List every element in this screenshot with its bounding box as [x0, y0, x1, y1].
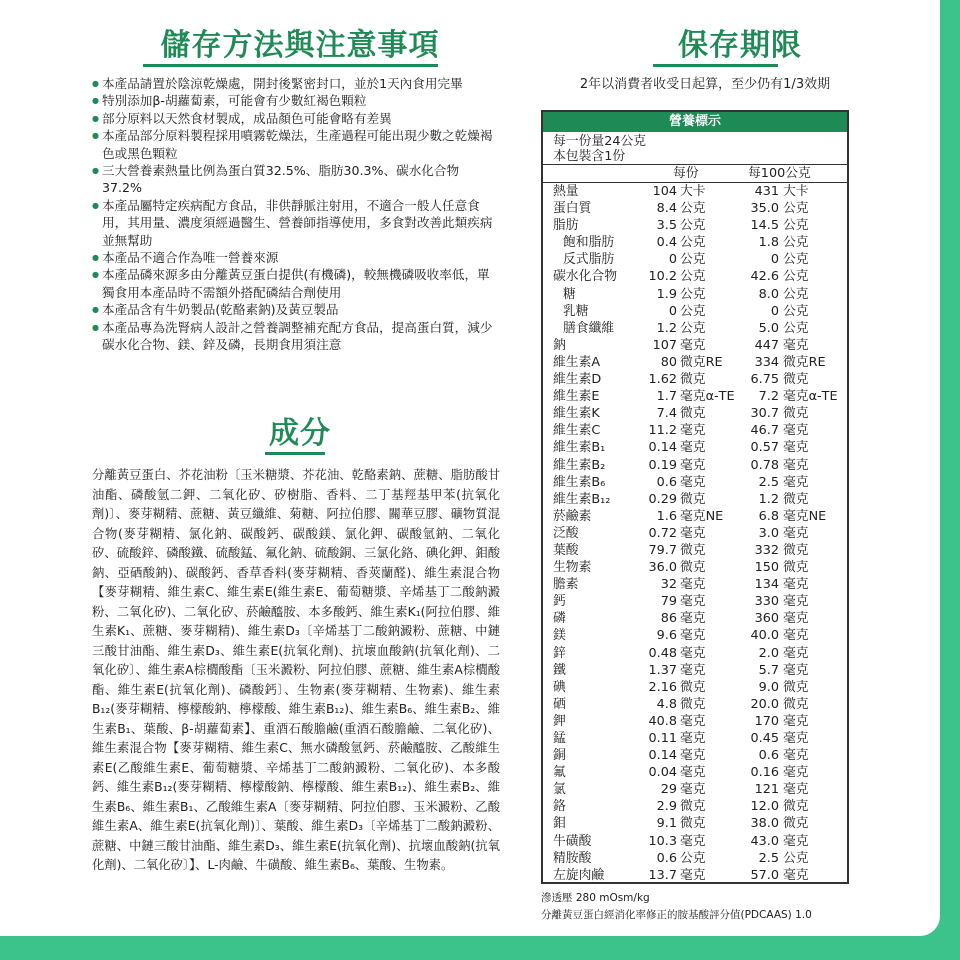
nutrient-name: 蛋白質: [553, 201, 592, 217]
unit-per-serving: 微克: [680, 816, 706, 832]
shelf-life-text: 2年以消費者收受日起算，至少仍有1/3效期: [579, 77, 831, 92]
nutrient-name: 維生素B₆: [553, 474, 606, 490]
nutrition-row: [543, 268, 847, 285]
value-per-100g: 38.0: [750, 816, 779, 832]
value-per-serving: 0: [668, 303, 677, 319]
unit-per-serving: 毫克: [680, 867, 706, 883]
value-per-serving: 0.72: [648, 525, 677, 541]
unit-per-100g: 毫克: [783, 628, 809, 644]
nutrient-name: 碳水化合物: [553, 269, 617, 285]
value-per-100g: 14.5: [750, 218, 779, 234]
nutrition-row: [543, 833, 847, 850]
value-per-100g: 0.45: [750, 731, 779, 746]
nutrient-name: 泛酸: [553, 525, 579, 541]
value-per-serving: 29: [660, 782, 677, 798]
storage-note-item: ● 本產品磷來源多由分離黃豆蛋白提供(有機磷)，較無機磷吸收率低，單獨食用本產品時不需額外搭配磷結合劑使用: [92, 266, 497, 301]
value-per-serving: 4.8: [656, 696, 677, 712]
value-per-serving: 9.6: [656, 628, 677, 644]
unit-per-100g: 公克: [783, 201, 809, 217]
value-per-100g: 43.0: [750, 833, 779, 849]
value-per-100g: 57.0: [750, 867, 779, 883]
value-per-100g: 46.7: [750, 423, 779, 439]
value-per-serving: 80: [660, 354, 677, 370]
unit-per-serving: 微克: [680, 406, 706, 422]
unit-per-100g: 毫克: [783, 662, 809, 678]
nutrition-row: [543, 593, 847, 610]
unit-per-serving: 毫克: [680, 423, 706, 439]
unit-per-serving: 公克: [680, 320, 706, 336]
value-per-100g: 332: [754, 542, 779, 558]
value-per-100g: 0.6: [758, 748, 779, 764]
storage-note-item: ● 部分原料以天然食材製成，成品顏色可能會略有差異: [92, 110, 497, 127]
nutrient-name: 鉻: [553, 799, 566, 815]
value-per-serving: 0.14: [648, 748, 677, 764]
osmolality-note: 滲透壓 280 mOsm/kg: [541, 892, 650, 904]
nutrition-row: [543, 217, 847, 234]
nutrient-name: 飽和脂肪: [563, 235, 615, 251]
unit-per-serving: 公克: [680, 235, 706, 251]
nutrient-name: 膳食纖維: [563, 320, 615, 336]
nutrient-name: 鈉: [553, 337, 566, 353]
nutrition-row: [543, 303, 847, 320]
unit-per-serving: 毫克: [680, 782, 706, 798]
nutrient-name: 氯: [553, 782, 566, 798]
value-per-100g: 6.75: [750, 372, 779, 388]
nutrition-row: [543, 251, 847, 268]
value-per-serving: 13.7: [648, 867, 677, 883]
unit-per-100g: 毫克: [783, 457, 809, 473]
nutrition-row: [543, 713, 847, 730]
value-per-100g: 5.7: [758, 662, 779, 678]
value-per-100g: 30.7: [750, 406, 779, 422]
value-per-serving: 107: [652, 337, 677, 353]
unit-per-serving: 公克: [680, 252, 706, 268]
shelf-life-title: 保存期限: [678, 28, 802, 63]
unit-per-100g: 毫克: [783, 611, 809, 627]
nutrition-row: [543, 388, 847, 405]
value-per-serving: 1.6: [656, 508, 677, 524]
nutrition-row: [543, 679, 847, 696]
unit-per-100g: 毫克: [783, 713, 809, 729]
unit-per-100g: 公克: [783, 286, 809, 302]
nutrition-row: [543, 286, 847, 303]
ingredients-text: 分離黃豆蛋白、芥花油粉〔玉米糖漿、芥花油、乾酪素鈉、蔗糖、脂肪酸甘油酯、磷酸氫二鉀、二氧化矽、矽樹脂、香料、二丁基羥基甲苯(抗氧化劑)〕、麥芽糊精、蔗糖、黃豆纖維、菊糖、阿拉伯膠、關華豆膠、礦物質混合物(麥芽糊精、氯化鈉、碳酸鈣、碳酸鎂、氯化鉀、碳酸氫鈉、二氧化矽、硫酸鋅、磷酸鐵、硫酸錳、氟化鈉、硫酸銅、三氯化鉻、碘化鉀、鉬酸鈉、亞硒酸鈉)、碳酸鈣、香草香料(麥芽糊精、香莢蘭醛)、維生素混合物【麥芽糊精、維生素C、維生素E(維生素E、葡萄糖漿、辛烯基丁二酸鈉澱粉、二氧化矽)、二氧化矽、菸鹼醯胺、本多酸鈣、維生素K₁(阿拉伯膠、維生素K₁、蔗糖、麥芽糊精)、維生素D₃〔辛烯基丁二酸鈉澱粉、蔗糖、中鏈三酸甘油酯、維生素D₃、維生素E(抗氧化劑)、抗壞血酸鈉(抗氧化劑)、二氧化矽〕、維生素A棕櫚酸酯〔玉米澱粉、阿拉伯膠、蔗糖、維生素A棕櫚酸酯、維生素E(抗氧化劑)、磷酸鈣〕、生物素(麥芽糊精、生物素)、維生素B₁₂(麥芽糊精、檸檬酸鈉、檸檬酸、維生素B₁₂)、維生素B₆、維生素B₂、維生素B₁、葉酸、β-胡蘿蔔素】、重酒石酸膽鹼(重酒石酸膽鹼、二氧化矽)、維生素混合物【麥芽糊精、維生素C、無水磷酸氫鈣、菸鹼醯胺、乙酸維生素E(乙酸維生素E、葡萄糖漿、辛烯基丁二酸鈉澱粉、二氧化矽)、本多酸鈣、維生素B₁₂(麥芽糊精、檸檬酸鈉、檸檬酸、維生素B₁₂)、維生素B₂、維生素B₆、維生素B₁、乙酸維生素A〔麥芽糊精、阿拉伯膠、玉米澱粉、乙酸維生素A、維生素E(抗氧化劑)〕、葉酸、維生素D₃〔辛烯基丁二酸鈉澱粉、蔗糖、中鏈三酸甘油酯、維生素D₃、維生素E(抗氧化劑)、抗壞血酸鈉(抗氧化劑)、二氧化矽〕】、L-肉鹼、牛磺酸、維生素B₆、葉酸、生物素。: [92, 468, 500, 872]
serving-size: 每一份量24公克: [553, 134, 647, 149]
value-per-100g: 431: [754, 184, 779, 199]
value-per-100g: 8.0: [758, 286, 779, 302]
nutrient-name: 維生素B₂: [553, 457, 606, 473]
col-per-100g: 每100公克: [748, 166, 811, 181]
nutrient-name: 維生素B₁: [553, 440, 606, 456]
nutrient-name: 銅: [553, 748, 566, 764]
col-per-serving: 每份: [673, 166, 699, 181]
nutrition-row: [543, 371, 847, 388]
nutrient-name: 維生素K: [553, 406, 600, 422]
unit-per-100g: 微克: [783, 491, 809, 507]
value-per-100g: 0.16: [750, 765, 779, 781]
nutrition-row: [543, 439, 847, 456]
unit-per-serving: 公克: [680, 201, 706, 217]
nutrition-row: [543, 354, 847, 371]
nutrition-header: 營養標示: [543, 112, 847, 132]
nutrient-name: 鈣: [553, 594, 566, 610]
nutrient-name: 維生素A: [553, 354, 601, 370]
nutrient-name: 鎂: [553, 628, 566, 644]
unit-per-100g: 毫克: [783, 423, 809, 439]
value-per-100g: 360: [754, 611, 779, 627]
value-per-100g: 0: [770, 252, 779, 268]
storage-note-item: ● 本產品請置於陰涼乾燥處，開封後緊密封口，並於1天內食用完畢: [92, 75, 497, 92]
value-per-serving: 2.16: [648, 679, 677, 695]
unit-per-100g: 微克: [783, 799, 809, 815]
nutrition-row: [543, 320, 847, 337]
unit-per-100g: 微克: [783, 679, 809, 695]
nutrient-name: 牛磺酸: [553, 833, 592, 849]
nutrition-row: [543, 662, 847, 679]
value-per-serving: 0: [668, 252, 677, 268]
nutrition-row: [543, 183, 847, 200]
unit-per-serving: 微克RE: [680, 354, 723, 370]
value-per-100g: 447: [754, 337, 779, 353]
value-per-serving: 40.8: [648, 713, 677, 729]
unit-per-100g: 毫克: [783, 782, 809, 798]
unit-per-serving: 毫克: [680, 337, 706, 353]
value-per-100g: 1.2: [758, 491, 779, 507]
value-per-serving: 7.4: [656, 406, 677, 422]
value-per-100g: 12.0: [750, 799, 779, 815]
unit-per-100g: 毫克: [783, 474, 809, 490]
nutrient-name: 糖: [563, 286, 576, 302]
nutrient-name: 硒: [553, 696, 566, 712]
unit-per-100g: 微克RE: [783, 354, 826, 370]
value-per-serving: 0.11: [648, 731, 677, 746]
nutrient-name: 維生素D: [553, 372, 602, 388]
storage-note-item: ● 三大營養素熱量比例為蛋白質32.5%、脂肪30.3%、碳水化合物37.2%: [92, 162, 497, 197]
value-per-serving: 1.37: [648, 662, 677, 678]
value-per-100g: 150: [754, 560, 779, 576]
value-per-100g: 5.0: [758, 320, 779, 336]
storage-note-item: ● 本產品專為洗腎病人設計之營養調整補充配方食品，提高蛋白質，減少碳水化合物、鎂、鋅及磷，長期食用須注意: [92, 319, 497, 354]
nutrient-name: 乳糖: [563, 303, 589, 319]
unit-per-serving: 毫克: [680, 731, 706, 746]
nutrition-row: [543, 781, 847, 798]
nutrient-name: 葉酸: [553, 542, 579, 558]
value-per-100g: 0: [770, 303, 779, 319]
storage-note-item: ● 本產品屬特定疾病配方食品，非供靜脈注射用，不適合一般人任意食用，其用量、濃度須經過醫生、營養師指導使用，多食對改善此類疾病並無幫助: [92, 197, 497, 249]
unit-per-100g: 毫克: [783, 440, 809, 456]
value-per-100g: 40.0: [750, 628, 779, 644]
nutrient-name: 錳: [553, 731, 566, 746]
unit-per-serving: 毫克α-TE: [680, 389, 735, 405]
nutrition-row: [543, 422, 847, 439]
value-per-serving: 32: [660, 577, 677, 593]
unit-per-serving: 毫克: [680, 628, 706, 644]
value-per-100g: 20.0: [750, 696, 779, 712]
unit-per-100g: 毫克: [783, 731, 809, 746]
unit-per-100g: 微克: [783, 372, 809, 388]
nutrition-row: [543, 576, 847, 593]
nutrient-name: 膽素: [553, 577, 579, 593]
unit-per-100g: 毫克NE: [783, 508, 827, 524]
nutrition-row: [543, 525, 847, 542]
value-per-serving: 0.04: [648, 765, 677, 781]
unit-per-serving: 微克: [680, 679, 706, 695]
storage-note-item: ● 本產品含有牛奶製品(乾酪素鈉)及黃豆製品: [92, 301, 497, 318]
nutrition-row: [543, 234, 847, 251]
unit-per-100g: 毫克: [783, 577, 809, 593]
nutrition-row: [543, 610, 847, 627]
unit-per-serving: 公克: [680, 303, 706, 319]
value-per-serving: 1.62: [648, 372, 677, 388]
value-per-100g: 170: [754, 713, 779, 729]
servings-per-pack: 本包裝含1份: [553, 149, 626, 164]
unit-per-100g: 微克: [783, 560, 809, 576]
nutrition-column-headers: [543, 165, 847, 183]
unit-per-100g: 公克: [783, 850, 809, 866]
unit-per-serving: 毫克: [680, 611, 706, 627]
value-per-100g: 9.0: [758, 679, 779, 695]
unit-per-100g: 微克: [783, 696, 809, 712]
nutrition-serving-info: [543, 132, 847, 165]
value-per-100g: 0.57: [750, 440, 779, 456]
unit-per-serving: 毫克: [680, 474, 706, 490]
ingredients-title-underline: [265, 452, 325, 455]
value-per-serving: 3.5: [656, 218, 677, 234]
value-per-100g: 121: [754, 782, 779, 798]
storage-title-underline: [143, 64, 438, 67]
nutrient-name: 磷: [553, 611, 566, 627]
storage-title: 儲存方法與注意事項: [160, 28, 440, 63]
nutrient-name: 熱量: [553, 184, 579, 199]
unit-per-100g: 公克: [783, 235, 809, 251]
unit-per-100g: 微克: [783, 406, 809, 422]
value-per-serving: 86: [660, 611, 677, 627]
unit-per-serving: 毫克: [680, 833, 706, 849]
unit-per-serving: 微克: [680, 799, 706, 815]
nutrition-row: [543, 559, 847, 576]
value-per-100g: 2.0: [758, 645, 779, 661]
value-per-serving: 0.6: [656, 850, 677, 866]
storage-note-item: ● 本產品不適合作為唯一營養來源: [92, 249, 497, 266]
value-per-serving: 0.14: [648, 440, 677, 456]
unit-per-serving: 毫克: [680, 645, 706, 661]
nutrition-row: [543, 850, 847, 867]
unit-per-100g: 公克: [783, 269, 809, 285]
nutrient-name: 鋅: [553, 645, 566, 661]
nutrient-name: 生物素: [553, 560, 592, 576]
unit-per-100g: 毫克: [783, 645, 809, 661]
nutrient-name: 左旋肉鹼: [553, 867, 605, 883]
storage-note-item: ● 本產品部分原料製程採用噴霧乾燥法，生產過程可能出現少數之乾燥褐色或黑色顆粒: [92, 127, 497, 162]
unit-per-serving: 大卡: [680, 184, 706, 199]
unit-per-serving: 公克: [680, 218, 706, 234]
nutrient-name: 菸鹼素: [553, 508, 592, 524]
value-per-serving: 2.9: [656, 799, 677, 815]
value-per-serving: 10.2: [648, 269, 677, 285]
value-per-serving: 36.0: [648, 560, 677, 576]
nutrient-name: 反式脂肪: [563, 252, 615, 268]
value-per-100g: 6.8: [758, 508, 779, 524]
unit-per-serving: 毫克NE: [680, 508, 724, 524]
value-per-serving: 11.2: [648, 423, 677, 439]
nutrition-row: [543, 645, 847, 662]
nutrition-row: [543, 337, 847, 354]
nutrition-row: [543, 405, 847, 422]
nutrition-row: [543, 457, 847, 474]
nutrition-row: [543, 730, 847, 747]
value-per-100g: 42.6: [750, 269, 779, 285]
unit-per-serving: 毫克: [680, 713, 706, 729]
nutrient-name: 鉀: [553, 713, 566, 729]
nutrition-row: [543, 696, 847, 713]
unit-per-100g: 公克: [783, 320, 809, 336]
nutrition-row: [543, 815, 847, 832]
unit-per-serving: 公克: [680, 850, 706, 866]
value-per-100g: 1.8: [758, 235, 779, 251]
nutrition-table: [541, 110, 849, 884]
value-per-serving: 1.7: [656, 389, 677, 405]
pdcaas-note: 分離黃豆蛋白經消化率修正的胺基酸評分值(PDCAAS) 1.0: [541, 909, 812, 921]
value-per-serving: 104: [652, 184, 677, 199]
value-per-serving: 0.4: [656, 235, 677, 251]
nutrient-name: 碘: [553, 679, 566, 695]
unit-per-serving: 毫克: [680, 662, 706, 678]
value-per-100g: 0.78: [750, 457, 779, 473]
nutrition-row: [543, 747, 847, 764]
nutrition-row: [543, 491, 847, 508]
unit-per-100g: 毫克α-TE: [783, 389, 838, 405]
unit-per-serving: 毫克: [680, 457, 706, 473]
ingredients-title: 成分: [269, 416, 331, 451]
unit-per-serving: 公克: [680, 286, 706, 302]
unit-per-serving: 微克: [680, 491, 706, 507]
unit-per-100g: 毫克: [783, 833, 809, 849]
value-per-serving: 0.29: [648, 491, 677, 507]
storage-notes-list: [92, 75, 497, 354]
nutrition-row: [543, 867, 847, 884]
unit-per-100g: 微克: [783, 816, 809, 832]
unit-per-100g: 微克: [783, 542, 809, 558]
value-per-100g: 2.5: [758, 850, 779, 866]
nutrient-name: 維生素B₁₂: [553, 491, 611, 507]
unit-per-100g: 公克: [783, 218, 809, 234]
unit-per-serving: 毫克: [680, 748, 706, 764]
nutrition-row: [543, 798, 847, 815]
unit-per-serving: 毫克: [680, 765, 706, 781]
nutrient-name: 維生素C: [553, 423, 601, 439]
value-per-serving: 10.3: [648, 833, 677, 849]
unit-per-serving: 毫克: [680, 577, 706, 593]
nutrient-name: 脂肪: [553, 218, 579, 234]
value-per-serving: 9.1: [656, 816, 677, 832]
unit-per-100g: 毫克: [783, 867, 809, 883]
unit-per-serving: 毫克: [680, 440, 706, 456]
value-per-100g: 7.2: [758, 389, 779, 405]
unit-per-serving: 微克: [680, 560, 706, 576]
value-per-serving: 0.19: [648, 457, 677, 473]
unit-per-100g: 公克: [783, 303, 809, 319]
value-per-serving: 1.2: [656, 320, 677, 336]
value-per-100g: 3.0: [758, 525, 779, 541]
unit-per-100g: 大卡: [783, 184, 809, 199]
value-per-serving: 0.6: [656, 474, 677, 490]
value-per-100g: 134: [754, 577, 779, 593]
nutrition-row: [543, 200, 847, 217]
value-per-serving: 1.9: [656, 286, 677, 302]
value-per-100g: 35.0: [750, 201, 779, 217]
nutrition-row: [543, 764, 847, 781]
nutrition-row: [543, 627, 847, 644]
unit-per-serving: 微克: [680, 696, 706, 712]
value-per-serving: 0.48: [648, 645, 677, 661]
value-per-100g: 2.5: [758, 474, 779, 490]
nutrient-name: 維生素E: [553, 389, 600, 405]
unit-per-100g: 毫克: [783, 594, 809, 610]
nutrition-rows: [543, 183, 847, 884]
value-per-serving: 79.7: [648, 542, 677, 558]
unit-per-serving: 微克: [680, 542, 706, 558]
nutrition-row: [543, 542, 847, 559]
storage-note-item: ● 特別添加β-胡蘿蔔素，可能會有少數紅褐色顆粒: [92, 92, 497, 109]
unit-per-serving: 毫克: [680, 525, 706, 541]
nutrient-name: 鐵: [553, 662, 566, 678]
unit-per-100g: 毫克: [783, 765, 809, 781]
unit-per-100g: 公克: [783, 252, 809, 268]
nutrient-name: 鉬: [553, 816, 566, 832]
nutrition-row: [543, 508, 847, 525]
shelf-life-title-underline: [653, 64, 778, 67]
nutrient-name: 精胺酸: [553, 850, 592, 866]
nutrition-row: [543, 474, 847, 491]
nutrition-footnotes: [541, 890, 812, 924]
unit-per-100g: 毫克: [783, 525, 809, 541]
nutrient-name: 氟: [553, 765, 566, 781]
value-per-serving: 8.4: [656, 201, 677, 217]
value-per-serving: 79: [660, 594, 677, 610]
value-per-100g: 330: [754, 594, 779, 610]
unit-per-serving: 毫克: [680, 594, 706, 610]
unit-per-100g: 毫克: [783, 337, 809, 353]
unit-per-serving: 微克: [680, 372, 706, 388]
unit-per-100g: 毫克: [783, 748, 809, 764]
value-per-100g: 334: [754, 354, 779, 370]
unit-per-serving: 公克: [680, 269, 706, 285]
